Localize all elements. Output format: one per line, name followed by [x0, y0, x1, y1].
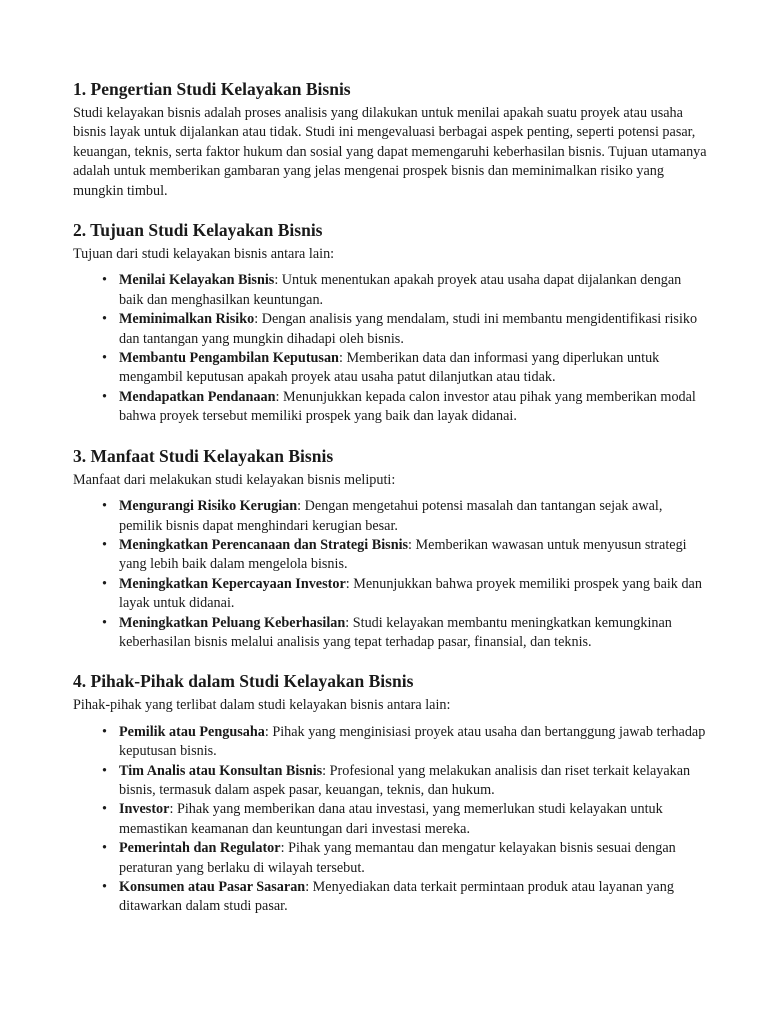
- item-term: Membantu Pengambilan Keputusan: [119, 350, 339, 367]
- list-item: [119, 310, 708, 349]
- list-item: [119, 536, 708, 575]
- list-item: [119, 878, 708, 917]
- item-desc: : Dengan mengetahui potensi masalah dan tantangan sejak awal, pemilik bisnis dapat menghindari kerugian besar.: [119, 498, 663, 534]
- item-desc: : Memberikan data dan informasi yang diperlukan untuk mengambil keputusan apakah proyek atau usaha patut dilanjutkan atau tidak.: [119, 350, 660, 386]
- section-heading: 2. Tujuan Studi Kelayakan Bisnis: [73, 220, 323, 241]
- item-desc: : Memberikan wawasan untuk menyusun strategi yang lebih baik dalam mengelola bisnis.: [119, 536, 687, 573]
- section-heading: 3. Manfaat Studi Kelayakan Bisnis: [73, 445, 334, 466]
- item-term: Mengurangi Risiko Kerugian: [119, 498, 298, 515]
- item-desc: : Studi kelayakan membantu meningkatkan kemungkinan keberhasilan bisnis melalui analisis yang tepat terhadap pasar, finansial, dan teknis.: [119, 614, 672, 650]
- list-item: [119, 614, 708, 653]
- item-desc: : Pihak yang memantau dan mengatur kelayakan bisnis sesuai dengan peraturan yang berlaku di wilayah tersebut.: [119, 840, 676, 876]
- bullet-list: [73, 723, 708, 917]
- section-intro: Pihak-pihak yang terlibat dalam studi kelayakan bisnis antara lain:: [73, 697, 451, 714]
- section-intro: Studi kelayakan bisnis adalah proses analisis yang dilakukan untuk menilai apakah suatu proyek atau usaha bisnis layak untuk dijalankan atau tidak. Studi ini mengevaluasi berbagai aspek penting, seperti potensi pasar, keuangan, teknis, serta faktor hukum dan sosial yang dapat memengaruhi keberhasilan bisnis. Tujuan utamanya adalah untuk memberikan gambaran yang jelas mengenai prospek bisnis dan meminimalkan risiko yang mungkin timbul.: [73, 105, 707, 199]
- item-term: Konsumen atau Pasar Sasaran: [119, 879, 306, 895]
- section-intro: Tujuan dari studi kelayakan bisnis antara lain:: [73, 246, 335, 263]
- section-pihak: [73, 670, 708, 916]
- item-term: Menilai Kelayakan Bisnis: [119, 272, 275, 289]
- item-desc: : Menyediakan data terkait permintaan produk atau layanan yang ditawarkan dalam studi pasar.: [119, 879, 674, 915]
- bullet-list: [73, 271, 708, 426]
- item-term: Pemerintah dan Regulator: [119, 840, 281, 857]
- section-manfaat: [73, 445, 708, 653]
- list-item: [119, 575, 708, 614]
- item-term: Pemilik atau Pengusaha: [119, 723, 265, 740]
- item-term: Tim Analis atau Konsultan Bisnis: [119, 762, 323, 779]
- list-item: [119, 497, 708, 536]
- section-tujuan: [73, 219, 708, 427]
- list-item: [119, 388, 708, 427]
- item-desc: : Menunjukkan bahwa proyek memiliki prospek yang baik dan layak untuk didanai.: [119, 575, 702, 612]
- section-heading: 1. Pengertian Studi Kelayakan Bisnis: [73, 79, 351, 99]
- item-term: Investor: [119, 801, 170, 818]
- item-desc: : Dengan analisis yang mendalam, studi ini membantu mengidentifikasi risiko dan tantangan yang mungkin dihadapi oleh bisnis.: [119, 311, 698, 347]
- section-pengertian: [73, 78, 708, 201]
- item-term: Mendapatkan Pendanaan: [119, 388, 276, 405]
- item-desc: : Profesional yang melakukan analisis dan riset terkait kelayakan bisnis, termasuk dalam aspek pasar, keuangan, teknis, dan hukum.: [119, 762, 691, 798]
- item-desc: : Pihak yang menginisiasi proyek atau usaha dan bertanggung jawab terhadap keputusan bisnis.: [119, 723, 706, 760]
- section-heading: 4. Pihak-Pihak dalam Studi Kelayakan Bisnis: [73, 671, 414, 692]
- item-desc: : Untuk menentukan apakah proyek atau usaha dapat dijalankan dengan baik dan menghasilkan keuntungan.: [119, 272, 682, 308]
- list-item: [119, 349, 708, 388]
- item-term: Meningkatkan Kepercayaan Investor: [119, 575, 346, 592]
- item-desc: : Menunjukkan kepada calon investor atau pihak yang memberikan modal bahwa proyek tersebut memiliki prospek yang baik dan layak didanai.: [119, 388, 696, 425]
- list-item: [119, 839, 708, 878]
- list-item: [119, 723, 708, 762]
- list-item: [119, 762, 708, 801]
- item-term: Meningkatkan Peluang Keberhasilan: [119, 614, 346, 631]
- list-item: [119, 271, 708, 310]
- item-desc: : Pihak yang memberikan dana atau investasi, yang memerlukan studi kelayakan untuk memastikan keamanan dan keuntungan dari investasi mereka.: [119, 801, 663, 837]
- bullet-list: [73, 497, 708, 652]
- item-term: Meningkatkan Perencanaan dan Strategi Bisnis: [119, 536, 409, 553]
- section-intro: Manfaat dari melakukan studi kelayakan bisnis meliputi:: [73, 471, 396, 488]
- list-item: [119, 800, 708, 839]
- item-term: Meminimalkan Risiko: [119, 311, 255, 328]
